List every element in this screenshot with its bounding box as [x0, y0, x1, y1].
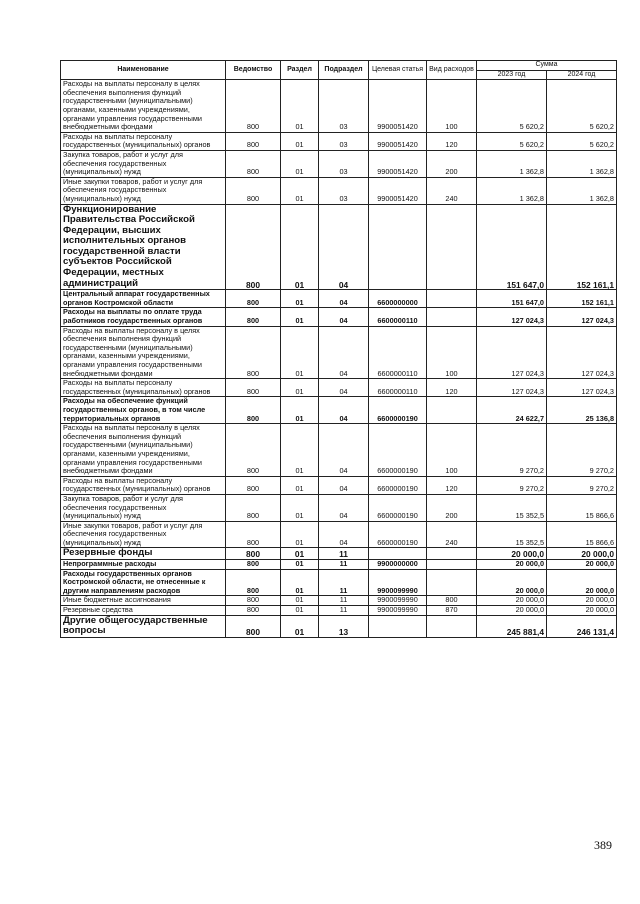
cell-section: 01: [281, 476, 319, 494]
header-subsection: Подраздел: [319, 61, 369, 80]
cell-dept: 800: [226, 204, 281, 290]
cell-section: 01: [281, 596, 319, 606]
cell-target: 6600000190: [369, 397, 427, 424]
cell-name: Расходы на выплаты персоналу в целях обеспечения выполнения функций государственными (муниципальными) органами, казенными учреждениями, органами управления государственными внебюджетными фондами: [61, 424, 226, 477]
cell-name: Резервные средства: [61, 606, 226, 616]
cell-y2024: 20 000,0: [547, 560, 617, 570]
cell-target: 9900051420: [369, 150, 427, 177]
cell-target: 9900099990: [369, 606, 427, 616]
cell-target: 6600000190: [369, 494, 427, 521]
cell-target: 6600000190: [369, 424, 427, 477]
cell-name: Иные закупки товаров, работ и услуг для обеспечения государственных (муниципальных) нужд: [61, 177, 226, 204]
cell-kind: 870: [427, 606, 477, 616]
cell-y2024: 152 161,1: [547, 290, 617, 308]
cell-name: Закупка товаров, работ и услуг для обеспечения государственных (муниципальных) нужд: [61, 150, 226, 177]
cell-target: 6600000110: [369, 326, 427, 379]
cell-y2023: 24 622,7: [477, 397, 547, 424]
cell-name: Другие общегосударственные вопросы: [61, 615, 226, 637]
cell-y2024: 5 620,2: [547, 80, 617, 133]
cell-y2024: 246 131,4: [547, 615, 617, 637]
cell-kind: 100: [427, 424, 477, 477]
cell-y2023: 127 024,3: [477, 379, 547, 397]
cell-target: 6600000190: [369, 476, 427, 494]
table-row: [61, 397, 617, 424]
cell-target: 9900051420: [369, 80, 427, 133]
cell-section: 01: [281, 494, 319, 521]
table-row: [61, 569, 617, 596]
cell-subsection: 11: [319, 560, 369, 570]
cell-y2024: 127 024,3: [547, 379, 617, 397]
cell-section: 01: [281, 379, 319, 397]
cell-subsection: 04: [319, 379, 369, 397]
cell-name: Расходы на выплаты персоналу в целях обеспечения выполнения функций государственными (муниципальными) органами, казенными учреждениями, органами управления государственными внебюджетными фондами: [61, 326, 226, 379]
cell-dept: 800: [226, 150, 281, 177]
cell-section: 01: [281, 569, 319, 596]
cell-subsection: 04: [319, 204, 369, 290]
cell-dept: 800: [226, 494, 281, 521]
cell-kind: 120: [427, 476, 477, 494]
cell-section: 01: [281, 80, 319, 133]
cell-section: 01: [281, 177, 319, 204]
cell-dept: 800: [226, 521, 281, 548]
cell-dept: 800: [226, 308, 281, 326]
cell-y2024: 20 000,0: [547, 606, 617, 616]
cell-target: 6600000190: [369, 521, 427, 548]
cell-name: Расходы государственных органов Костромской области, не отнесенные к другим направлениям расходов: [61, 569, 226, 596]
cell-dept: 800: [226, 569, 281, 596]
cell-y2023: 245 881,4: [477, 615, 547, 637]
cell-subsection: 11: [319, 548, 369, 560]
cell-section: 01: [281, 326, 319, 379]
cell-name: Резервные фонды: [61, 548, 226, 560]
cell-name: Закупка товаров, работ и услуг для обеспечения государственных (муниципальных) нужд: [61, 494, 226, 521]
cell-dept: 800: [226, 397, 281, 424]
cell-target: 9900099990: [369, 569, 427, 596]
cell-dept: 800: [226, 548, 281, 560]
cell-target: [369, 615, 427, 637]
cell-y2024: 127 024,3: [547, 308, 617, 326]
page-number: 389: [594, 838, 612, 852]
cell-y2024: 15 866,6: [547, 521, 617, 548]
table-row: [61, 548, 617, 560]
cell-dept: 800: [226, 290, 281, 308]
cell-kind: 120: [427, 132, 477, 150]
cell-kind: 240: [427, 521, 477, 548]
header-dept: Ведомство: [226, 61, 281, 80]
cell-y2024: 20 000,0: [547, 569, 617, 596]
cell-kind: 200: [427, 494, 477, 521]
table-row: [61, 150, 617, 177]
cell-name: Расходы на выплаты персоналу в целях обеспечения выполнения функций государственными (муниципальными) органами, казенными учреждениями, органами управления государственными внебюджетными фондами: [61, 80, 226, 133]
cell-section: 01: [281, 548, 319, 560]
cell-target: 9900099990: [369, 596, 427, 606]
cell-y2024: 1 362,8: [547, 150, 617, 177]
cell-subsection: 04: [319, 521, 369, 548]
cell-subsection: 04: [319, 397, 369, 424]
cell-kind: 100: [427, 80, 477, 133]
cell-y2023: 9 270,2: [477, 424, 547, 477]
table-row: [61, 379, 617, 397]
cell-target: 9900051420: [369, 177, 427, 204]
cell-subsection: 04: [319, 476, 369, 494]
table-row: [61, 204, 617, 290]
table-row: [61, 494, 617, 521]
cell-dept: 800: [226, 379, 281, 397]
cell-section: 01: [281, 424, 319, 477]
cell-name: Иные бюджетные ассигнования: [61, 596, 226, 606]
cell-y2023: 20 000,0: [477, 560, 547, 570]
cell-dept: 800: [226, 606, 281, 616]
header-section: Раздел: [281, 61, 319, 80]
cell-y2023: 9 270,2: [477, 476, 547, 494]
cell-kind: 240: [427, 177, 477, 204]
cell-y2023: 1 362,8: [477, 177, 547, 204]
cell-subsection: 13: [319, 615, 369, 637]
cell-kind: 200: [427, 150, 477, 177]
cell-y2023: 5 620,2: [477, 80, 547, 133]
cell-name: Непрограммные расходы: [61, 560, 226, 570]
cell-section: 01: [281, 397, 319, 424]
cell-y2024: 1 362,8: [547, 177, 617, 204]
cell-name: Функционирование Правительства Российской Федерации, высших исполнительных органов государственной власти субъектов Российской Федерации, местных администраций: [61, 204, 226, 290]
cell-dept: 800: [226, 424, 281, 477]
table-row: [61, 326, 617, 379]
cell-y2024: 9 270,2: [547, 424, 617, 477]
cell-section: 01: [281, 132, 319, 150]
cell-section: 01: [281, 560, 319, 570]
header-kind: Вид расходов: [427, 61, 477, 80]
table-row: [61, 476, 617, 494]
header-target: Целевая статья: [369, 61, 427, 80]
cell-section: 01: [281, 204, 319, 290]
header-2024: 2024 год: [547, 70, 617, 80]
cell-kind: [427, 290, 477, 308]
cell-dept: 800: [226, 596, 281, 606]
cell-subsection: 04: [319, 424, 369, 477]
cell-y2023: 20 000,0: [477, 569, 547, 596]
cell-y2024: 20 000,0: [547, 596, 617, 606]
cell-y2023: 127 024,3: [477, 308, 547, 326]
cell-section: 01: [281, 150, 319, 177]
table-row: [61, 606, 617, 616]
cell-subsection: 04: [319, 494, 369, 521]
cell-y2024: 20 000,0: [547, 548, 617, 560]
cell-kind: 120: [427, 379, 477, 397]
cell-name: Расходы на выплаты персоналу государственных (муниципальных) органов: [61, 476, 226, 494]
cell-name: Иные закупки товаров, работ и услуг для обеспечения государственных (муниципальных) нужд: [61, 521, 226, 548]
cell-subsection: 03: [319, 80, 369, 133]
cell-kind: [427, 308, 477, 326]
table-body: [61, 80, 617, 638]
cell-section: 01: [281, 606, 319, 616]
cell-name: Расходы на выплаты персоналу государственных (муниципальных) органов: [61, 379, 226, 397]
cell-subsection: 03: [319, 177, 369, 204]
cell-section: 01: [281, 521, 319, 548]
cell-name: Расходы на обеспечение функций государственных органов, в том числе территориальных органов: [61, 397, 226, 424]
cell-y2024: 152 161,1: [547, 204, 617, 290]
cell-y2023: 151 647,0: [477, 204, 547, 290]
cell-kind: [427, 204, 477, 290]
cell-subsection: 11: [319, 606, 369, 616]
cell-name: Расходы на выплаты по оплате труда работников государственных органов: [61, 308, 226, 326]
cell-target: 9900051420: [369, 132, 427, 150]
cell-y2024: 9 270,2: [547, 476, 617, 494]
cell-target: [369, 548, 427, 560]
cell-kind: 100: [427, 326, 477, 379]
cell-y2023: 15 352,5: [477, 494, 547, 521]
cell-section: 01: [281, 615, 319, 637]
table-row: [61, 177, 617, 204]
cell-y2023: 1 362,8: [477, 150, 547, 177]
cell-y2024: 127 024,3: [547, 326, 617, 379]
cell-subsection: 04: [319, 290, 369, 308]
cell-y2023: 20 000,0: [477, 548, 547, 560]
cell-subsection: 03: [319, 150, 369, 177]
cell-y2024: 15 866,6: [547, 494, 617, 521]
table-row: [61, 290, 617, 308]
cell-dept: 800: [226, 177, 281, 204]
cell-dept: 800: [226, 476, 281, 494]
table-row: [61, 615, 617, 637]
cell-y2023: 20 000,0: [477, 596, 547, 606]
table-row: [61, 424, 617, 477]
header-2023: 2023 год: [477, 70, 547, 80]
cell-dept: 800: [226, 615, 281, 637]
table-row: [61, 132, 617, 150]
cell-y2023: 5 620,2: [477, 132, 547, 150]
cell-name: Расходы на выплаты персоналу государственных (муниципальных) органов: [61, 132, 226, 150]
cell-dept: 800: [226, 132, 281, 150]
cell-target: 9900000000: [369, 560, 427, 570]
cell-subsection: 11: [319, 569, 369, 596]
cell-section: 01: [281, 308, 319, 326]
cell-kind: [427, 615, 477, 637]
cell-dept: 800: [226, 326, 281, 379]
cell-kind: 800: [427, 596, 477, 606]
cell-subsection: 04: [319, 308, 369, 326]
cell-kind: [427, 548, 477, 560]
cell-y2023: 20 000,0: [477, 606, 547, 616]
table-row: [61, 308, 617, 326]
cell-kind: [427, 397, 477, 424]
table-row: [61, 560, 617, 570]
cell-y2023: 127 024,3: [477, 326, 547, 379]
cell-subsection: 11: [319, 596, 369, 606]
table-row: [61, 80, 617, 133]
cell-target: [369, 204, 427, 290]
cell-target: 6600000110: [369, 379, 427, 397]
table-row: [61, 521, 617, 548]
cell-name: Центральный аппарат государственных органов Костромской области: [61, 290, 226, 308]
cell-target: 6600000110: [369, 308, 427, 326]
cell-y2024: 5 620,2: [547, 132, 617, 150]
cell-subsection: 03: [319, 132, 369, 150]
cell-kind: [427, 560, 477, 570]
cell-y2023: 15 352,5: [477, 521, 547, 548]
header-name: Наименование: [61, 61, 226, 80]
cell-dept: 800: [226, 80, 281, 133]
cell-kind: [427, 569, 477, 596]
cell-section: 01: [281, 290, 319, 308]
budget-table: [60, 60, 617, 638]
cell-y2024: 25 136,8: [547, 397, 617, 424]
header-sum: Сумма: [477, 61, 617, 71]
cell-target: 6600000000: [369, 290, 427, 308]
cell-dept: 800: [226, 560, 281, 570]
cell-y2023: 151 647,0: [477, 290, 547, 308]
cell-subsection: 04: [319, 326, 369, 379]
